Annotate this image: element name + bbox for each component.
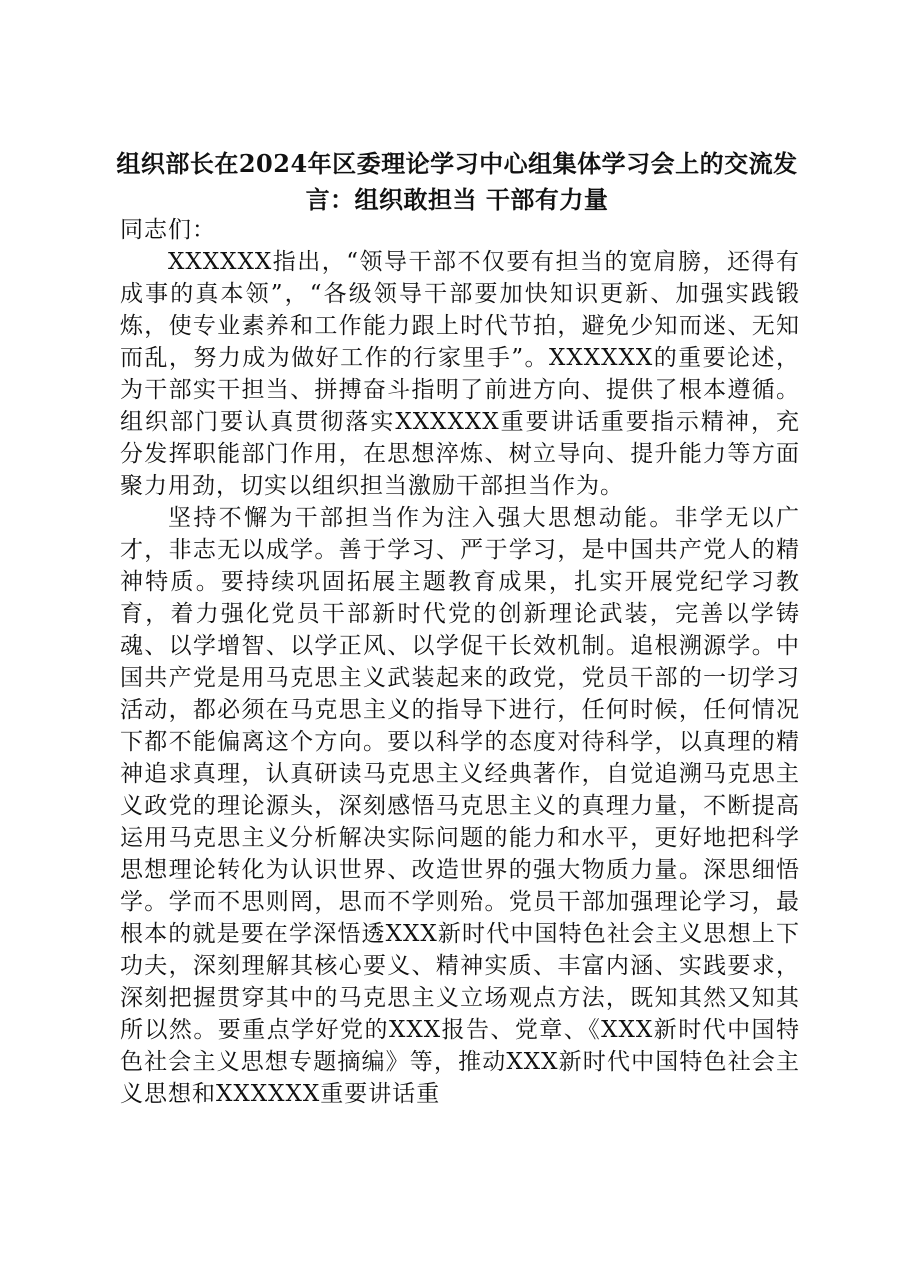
paragraph-2: 坚持不懈为干部担当作为注入强大思想动能。非学无以广才，非志无以成学。善于学习、严于学习，是中国共产党人的精神特质。要持续巩固拓展主题教育成果，扎实开展党纪学习教育，着力强化党员干部新时代党的创新理论武装，完善以学铸魂、以学增智、以学正风、以学促干长效机制。追根溯源学。中国共产党是用马克思主义武装起来的政党，党员干部的一切学习活动，都必须在马克思主义的指导下进行，任何时候，任何情况下都不能偏离这个方向。要以科学的态度对待科学，以真理的精神追求真理，认真研读马克思主义经典著作，自觉追溯马克思主义政党的理论源头，深刻感悟马克思主义的真理力量，不断提高运用马克思主义分析解决实际问题的能力和水平，更好地把科学思想理论转化为认识世界、改造世界的强大物质力量。深思细悟学。学而不思则罔，思而不学则殆。党员干部加强理论学习，最根本的就是要在学深悟透XXX新时代中国特色社会主义思想上下功夫，深刻理解其核心要义、精神实质、丰富内涵、实践要求，深刻把握贯穿其中的马克思主义立场观点方法，既知其然又知其所以然。要重点学好党的XXX报告、党章、《XXX新时代中国特色社会主义思想专题摘编》等，推动XXX新时代中国特色社会主义思想和XXXXXX重要讲话重 (120, 505, 800, 1107)
paragraph-1: XXXXXX指出，“领导干部不仅要有担当的宽肩膀，还得有成事的真本领”，“各级领导干部要加快知识更新、加强实践锻炼，使专业素养和工作能力跟上时代节拍，避免少知而迷、无知而乱，努力成为做好工作的行家里手”。XXXXXX的重要论述，为干部实干担当、拼搏奋斗指明了前进方向、提供了根本遵循。组织部门要认真贯彻落实XXXXXX重要讲话重要指示精神，充分发挥职能部门作用，在思想淬炼、树立导向、提升能力等方面聚力用劲，切实以组织担当激励干部担当作为。 (120, 249, 800, 499)
document-body (120, 214, 800, 1110)
document-title: 组织部长在2024年区委理论学习中心组集体学习会上的交流发言：组织敢担当 干部有力量 (116, 149, 798, 214)
greeting: 同志们： (120, 217, 216, 243)
